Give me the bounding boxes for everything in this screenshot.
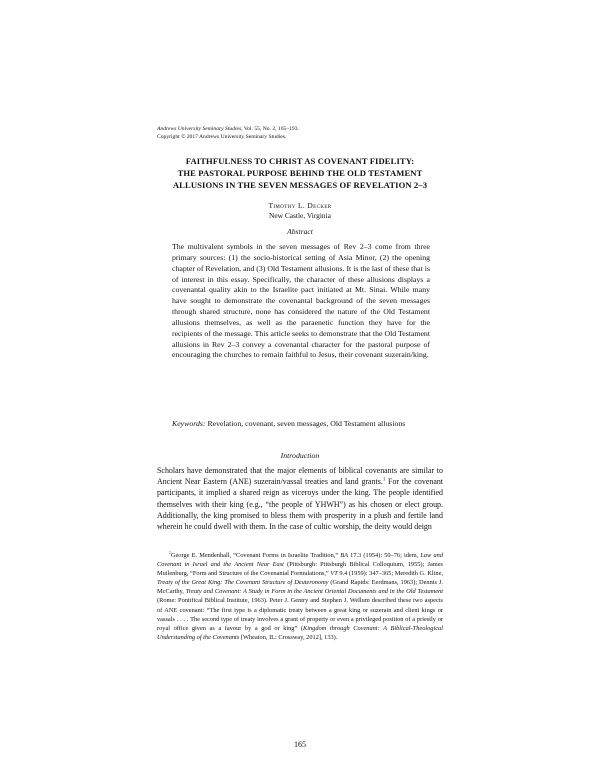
article-title [150, 155, 450, 191]
title-line-2: THE PASTORAL PURPOSE BEHIND THE OLD TESTAMENT [177, 168, 423, 178]
journal-citation [157, 125, 477, 141]
introduction-heading: Introduction [280, 451, 320, 460]
author-location: New Castle, Virginia [269, 211, 331, 220]
journal-details: , Vol. 55, No. 2, 165–193. [241, 126, 299, 132]
footnote-1: $^1$George E. Mendenhall, “Covenant Forms in Israelite Tradition,” BA 17.3 (1954): 50–76; idem, Law and Covenant in Israel and the Ancient Near East (Pittsburgh: Pittsburgh Biblical Colloquium, 1955); James Muilenburg, “Form and Structure of the Covenantal Formulations,” VT 9.4 (1959): 347–365; Meredith G. Kline, Treaty of the Great King: The Covenant Structure of Deuteronomy (Grand Rapids: Eerdmans, 1963); Dennis J. McCarthy, Treaty and Covenant: A Study in Form in the Ancient Oriental Documents and in the Old Testament (Rome: Pontifical Biblical Institute, 1963). Peter J. Gentry and Stephen J. Wellum described these two aspects of ANE covenant: “The first type is a diplomatic treaty between a great king or suzerain and client kings or vassals . . . . The second type of treaty involves a grant of property or even a privileged position of a priestly or royal office given as a favour by a god or king” (Kingdom through Covenant: A Biblical-Theological Understanding of the Covenants [Wheaton, IL: Crossway, 2012], 133). [157, 550, 444, 641]
journal-title: Andrews University Seminary Studies [157, 126, 242, 132]
keywords [172, 419, 430, 430]
page-number: 165 [294, 740, 306, 749]
title-line-3: ALLUSIONS IN THE SEVEN MESSAGES OF REVELATION 2–3 [172, 180, 428, 190]
author-name: Timothy L. Decker [268, 201, 332, 210]
introduction-paragraph: Scholars have demonstrated that the major elements of biblical covenants are similar to Ancient Near Eastern (ANE) suzerain/vassal treaties and land grants.$^1$ For the covenant participants, it implied a shared reign as viceroys under the king. The people identified themselves with their king (e.g., “the people of YHWH”) as his chosen or elect group. Additionally, the king promised to bless them with prosperity in a plush and fertile land wherein he could dwell with them. In the case of cultic worship, the deity would deign [157, 466, 444, 532]
author-block [150, 201, 450, 221]
abstract-text: The multivalent symbols in the seven messages of Rev 2–3 come from three primary sources: (1) the socio-historical setting of Asia Minor, (2) the opening chapter of Revelation, and (3) Old Testament allusions. It is the last of these that is of interest in this essay. Specifically, the character of these allusions displays a covenantal quality akin to the Israelite pact initiated at Mt. Sinai. While many have sought to demonstrate the covenantal background of the seven messages through shared structure, none has considered the nature of the Old Testament allusions themselves, as well as the paraenetic function they have for the recipients of the message. This article seeks to demonstrate that the Old Testament allusions in Rev 2–3 convey a covenantal character for the pastoral purpose of encouraging the churches to remain faithful to Jesus, their covenant suzerain/king. [172, 242, 430, 360]
copyright-line: Copyright © 2017 Andrews University Seminary Studies. [157, 134, 287, 140]
title-line-1: FAITHFULNESS TO CHRIST AS COVENANT FIDELITY: [185, 156, 415, 166]
keywords-list: Revelation, covenant, seven messages, Old Testament allusions [205, 419, 406, 428]
footnote-reference[interactable]: 1 [382, 477, 386, 483]
abstract-heading: Abstract [287, 227, 313, 236]
keywords-label: Keywords: [172, 419, 206, 428]
footnote-number: 1 [169, 550, 171, 555]
